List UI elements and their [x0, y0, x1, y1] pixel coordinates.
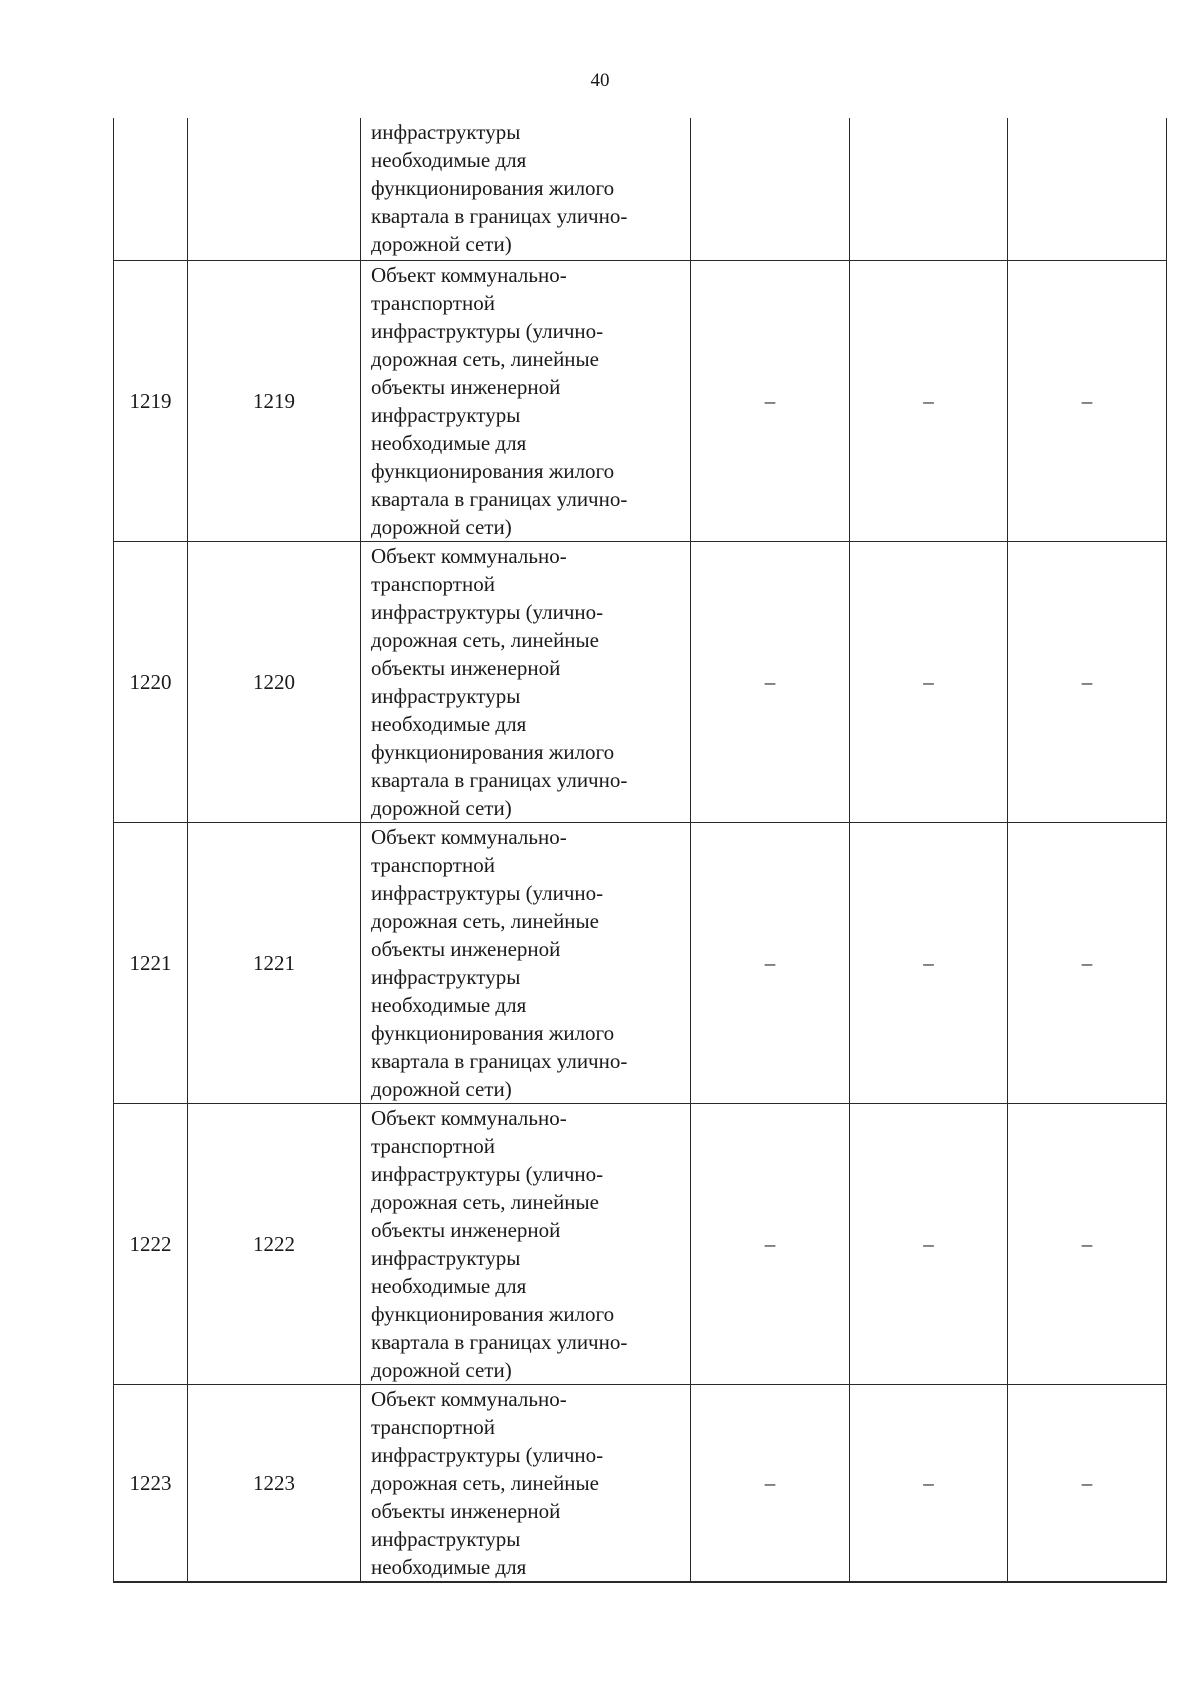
cell-col6: – [1008, 1384, 1167, 1582]
cell-col5: – [850, 260, 1008, 541]
description-line: квартала в границах улично- [371, 1329, 628, 1354]
cell-col4: – [691, 541, 850, 822]
description-line: дорожная сеть, линейные [371, 908, 599, 933]
cell-col2 [188, 118, 361, 260]
table-row [114, 260, 1167, 541]
description-line: необходимые для [371, 1273, 527, 1298]
description-line: транспортной [371, 290, 495, 315]
table-row [114, 118, 1167, 260]
cell-col4: – [691, 1103, 850, 1384]
cell-col5: – [850, 1103, 1008, 1384]
cell-col5 [850, 118, 1008, 260]
cell-col2: 1219 [188, 260, 361, 541]
description-line: необходимые для [371, 148, 527, 172]
table-row [114, 822, 1167, 1103]
description-line: инфраструктуры (улично- [371, 318, 604, 343]
description-line: инфраструктуры [371, 683, 521, 708]
cell-description [361, 1384, 691, 1582]
cell-col5: – [850, 541, 1008, 822]
description-line: необходимые для [371, 1554, 527, 1579]
cell-col2: 1223 [188, 1384, 361, 1582]
cell-col6: – [1008, 1103, 1167, 1384]
description-line: квартала в границах улично- [371, 767, 628, 792]
description-line: инфраструктуры [371, 1245, 521, 1270]
description-line: функционирования жилого [371, 1301, 615, 1326]
description-line: дорожной сети) [371, 795, 512, 820]
description-line: квартала в границах улично- [371, 204, 628, 228]
cell-col1: 1221 [114, 822, 188, 1103]
description-line: Объект коммунально- [371, 824, 567, 849]
cell-col2: 1220 [188, 541, 361, 822]
cell-col6: – [1008, 260, 1167, 541]
cell-col5: – [850, 822, 1008, 1103]
description-line: квартала в границах улично- [371, 1048, 628, 1073]
description-line: транспортной [371, 1414, 495, 1439]
description-line: дорожная сеть, линейные [371, 627, 599, 652]
cell-col1: 1222 [114, 1103, 188, 1384]
description-line: необходимые для [371, 711, 527, 736]
cell-col4 [691, 118, 850, 260]
cell-col1: 1223 [114, 1384, 188, 1582]
table-row [114, 1384, 1167, 1582]
description-line: необходимые для [371, 992, 527, 1017]
description-line: Объект коммунально- [371, 1386, 567, 1411]
cell-col5: – [850, 1384, 1008, 1582]
data-table [113, 118, 1167, 1583]
description-line: объекты инженерной [371, 374, 561, 399]
description-line: инфраструктуры [371, 964, 521, 989]
description-line: объекты инженерной [371, 655, 561, 680]
cell-col2: 1222 [188, 1103, 361, 1384]
description-line: объекты инженерной [371, 936, 561, 961]
description-line: инфраструктуры (улично- [371, 880, 604, 905]
description-line: объекты инженерной [371, 1498, 561, 1523]
description-line: необходимые для [371, 430, 527, 455]
table-row [114, 1103, 1167, 1384]
cell-col1: 1220 [114, 541, 188, 822]
description-line: инфраструктуры (улично- [371, 1161, 604, 1186]
description-line: инфраструктуры (улично- [371, 1442, 604, 1467]
description-line: дорожной сети) [371, 1076, 512, 1101]
description-line: функционирования жилого [371, 176, 615, 200]
cell-description [361, 1103, 691, 1384]
cell-description [361, 260, 691, 541]
table-body [114, 118, 1167, 1582]
description-line: дорожная сеть, линейные [371, 1189, 599, 1214]
description-line: функционирования жилого [371, 1020, 615, 1045]
cell-col4: – [691, 260, 850, 541]
page-number: 40 [590, 70, 610, 91]
description-line: инфраструктуры [371, 1526, 521, 1551]
description-line: дорожная сеть, линейные [371, 1470, 599, 1495]
cell-col2: 1221 [188, 822, 361, 1103]
cell-description [361, 118, 691, 260]
description-line: дорожная сеть, линейные [371, 346, 599, 371]
cell-col6: – [1008, 541, 1167, 822]
description-line: инфраструктуры [371, 120, 521, 144]
cell-col4: – [691, 1384, 850, 1582]
description-line: функционирования жилого [371, 739, 615, 764]
cell-col1 [114, 118, 188, 260]
description-line: Объект коммунально- [371, 543, 567, 568]
cell-description [361, 822, 691, 1103]
description-line: транспортной [371, 852, 495, 877]
description-line: объекты инженерной [371, 1217, 561, 1242]
cell-col1: 1219 [114, 260, 188, 541]
cell-col4: – [691, 822, 850, 1103]
table-row [114, 541, 1167, 822]
description-line: транспортной [371, 1133, 495, 1158]
description-line: квартала в границах улично- [371, 486, 628, 511]
description-line: инфраструктуры [371, 402, 521, 427]
cell-description [361, 541, 691, 822]
description-line: транспортной [371, 571, 495, 596]
description-line: инфраструктуры (улично- [371, 599, 604, 624]
cell-col6: – [1008, 822, 1167, 1103]
description-line: дорожной сети) [371, 232, 512, 256]
description-line: Объект коммунально- [371, 1105, 567, 1130]
description-line: дорожной сети) [371, 514, 512, 539]
cell-col6 [1008, 118, 1167, 260]
description-line: дорожной сети) [371, 1357, 512, 1382]
description-line: Объект коммунально- [371, 262, 567, 287]
description-line: функционирования жилого [371, 458, 615, 483]
